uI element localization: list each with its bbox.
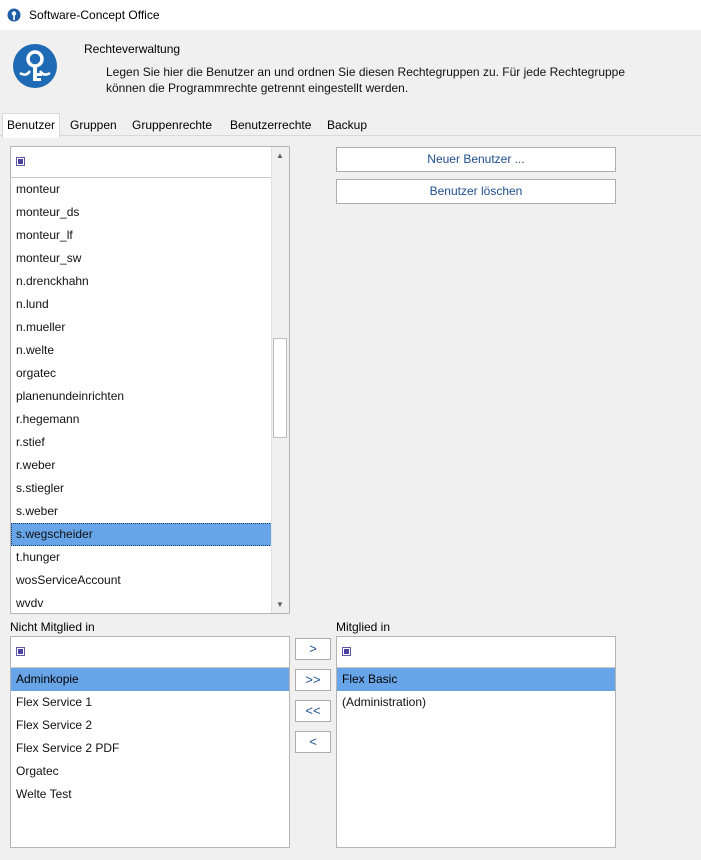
filter-icon — [16, 647, 25, 656]
list-item[interactable]: Orgatec — [16, 764, 59, 778]
list-item[interactable]: r.stief — [16, 435, 45, 449]
list-item[interactable]: monteur_sw — [16, 251, 82, 265]
remove-all-button[interactable]: << — [295, 700, 331, 722]
delete-user-button[interactable]: Benutzer löschen — [336, 179, 616, 204]
tab-benutzerrechte[interactable]: Benutzerrechte — [230, 118, 312, 132]
list-item[interactable]: Flex Service 2 — [16, 718, 93, 732]
key-logo-icon — [12, 43, 58, 89]
list-item[interactable]: Flex Service 2 PDF — [16, 741, 120, 755]
title-bar — [0, 0, 701, 30]
not-member-label: Nicht Mitglied in — [10, 620, 95, 634]
list-item[interactable]: Welte Test — [16, 787, 72, 801]
scroll-down-icon[interactable]: ▼ — [276, 600, 284, 609]
user-list[interactable] — [10, 146, 290, 614]
list-item[interactable]: r.weber — [16, 458, 56, 472]
user-filter-row[interactable] — [11, 147, 272, 178]
not-member-list[interactable] — [10, 636, 290, 848]
scroll-thumb[interactable] — [273, 338, 287, 438]
tab-strip — [0, 113, 701, 136]
filter-icon — [16, 157, 25, 166]
page-heading: Rechteverwaltung — [84, 42, 181, 56]
list-item[interactable]: n.mueller — [16, 320, 66, 334]
filter-icon — [342, 647, 351, 656]
remove-one-button[interactable]: < — [295, 731, 331, 753]
list-item[interactable]: n.drenckhahn — [16, 274, 89, 288]
list-item-selected[interactable]: Flex Basic — [337, 668, 615, 691]
scroll-up-icon[interactable]: ▲ — [276, 151, 284, 160]
list-item[interactable]: (Administration) — [342, 695, 427, 709]
list-item[interactable]: s.stiegler — [16, 481, 65, 495]
member-filter-row[interactable] — [337, 637, 615, 668]
list-item[interactable]: monteur_lf — [16, 228, 73, 242]
list-item[interactable]: monteur_ds — [16, 205, 80, 219]
list-item-selected[interactable]: s.wegscheider — [11, 523, 272, 546]
tab-backup[interactable]: Backup — [327, 118, 368, 132]
tab-gruppen[interactable]: Gruppen — [70, 118, 117, 132]
list-item[interactable]: s.weber — [16, 504, 59, 518]
add-all-button[interactable]: >> — [295, 669, 331, 691]
list-item[interactable]: Flex Service 1 — [16, 695, 93, 709]
page-description: Legen Sie hier die Benutzer an und ordnen Sie diesen Rechtegruppen zu. Für jede Rechtegruppe können die Programmrechte getrennt eingestellt werden. — [106, 65, 626, 95]
list-item[interactable]: t.hunger — [16, 550, 61, 564]
member-label: Mitglied in — [336, 620, 391, 634]
list-item[interactable]: monteur — [16, 182, 61, 196]
list-item-selected[interactable]: Adminkopie — [11, 668, 289, 691]
member-items — [337, 668, 615, 714]
tab-benutzer[interactable]: Benutzer — [2, 113, 60, 138]
window-title: Software-Concept Office — [29, 8, 160, 22]
app-icon — [7, 8, 21, 22]
list-item[interactable]: r.hegemann — [16, 412, 80, 426]
not-member-items — [11, 668, 289, 806]
new-user-button[interactable]: Neuer Benutzer ... — [336, 147, 616, 172]
not-member-filter-row[interactable] — [11, 637, 289, 668]
tab-gruppenrechte[interactable]: Gruppenrechte — [132, 118, 213, 132]
list-item[interactable]: n.welte — [16, 343, 55, 357]
list-item[interactable]: n.lund — [16, 297, 49, 311]
add-one-button[interactable]: > — [295, 638, 331, 660]
user-list-scrollbar[interactable] — [271, 147, 289, 613]
list-item[interactable]: wosServiceAccount — [16, 573, 121, 587]
list-item[interactable]: planenundeinrichten — [16, 389, 125, 403]
user-items — [11, 178, 272, 614]
list-item[interactable]: orgatec — [16, 366, 57, 380]
list-item[interactable]: wvdv — [16, 596, 44, 610]
member-list[interactable] — [336, 636, 616, 848]
